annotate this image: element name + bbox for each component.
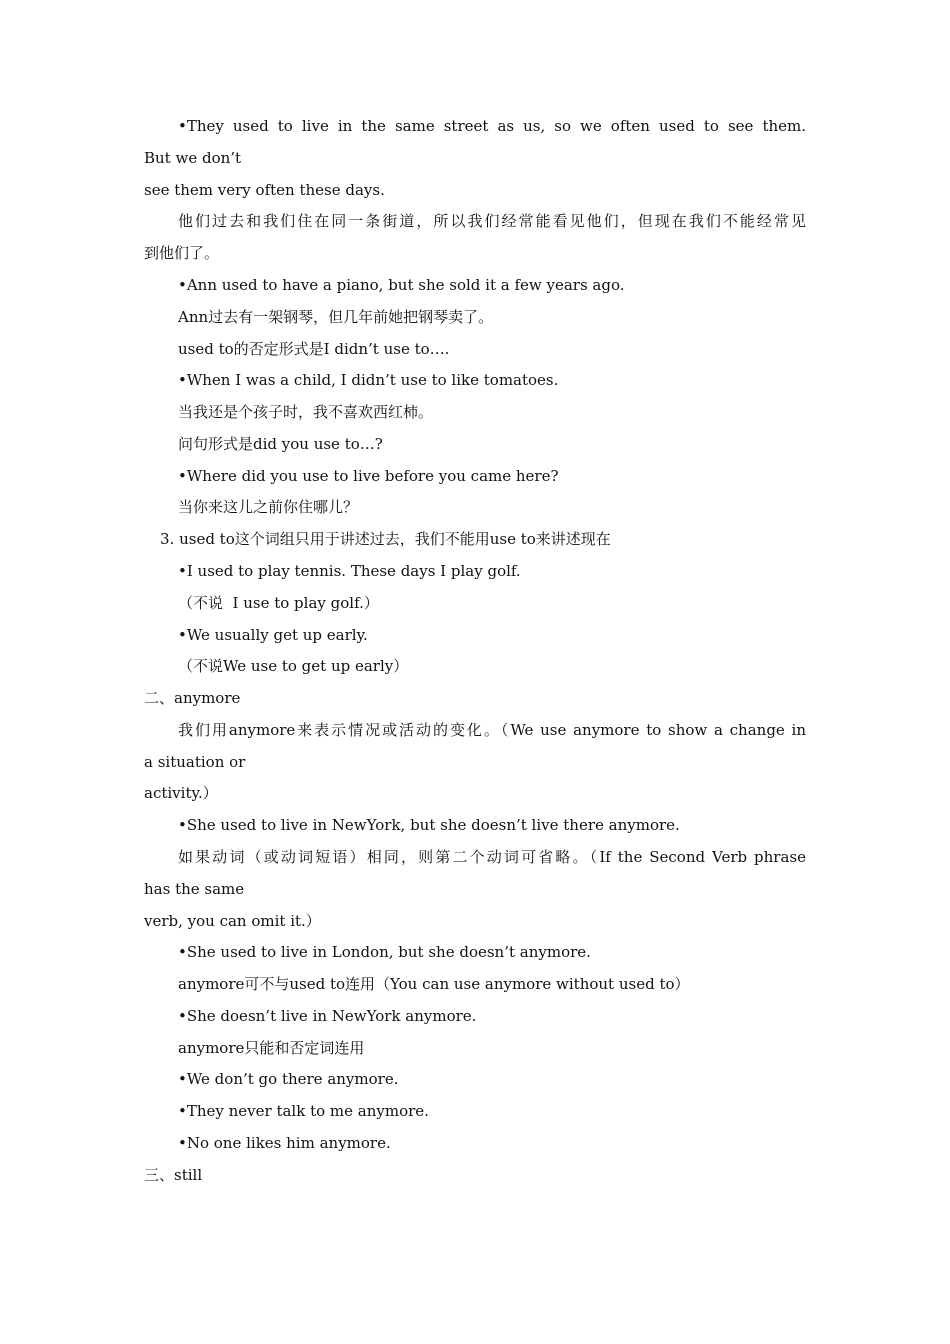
text-line: •No one likes him anymore. — [178, 1134, 391, 1152]
text-line: see them very often these days. — [144, 181, 385, 199]
text-line: 当我还是个孩子时，我不喜欢西红柿。 — [178, 403, 434, 421]
text-line: （不说 I use to play golf.） — [178, 594, 379, 612]
text-line: anymore只能和否定词连用 — [178, 1039, 365, 1057]
text-line: （不说We use to get up early） — [178, 657, 409, 675]
text-line: •We usually get up early. — [178, 626, 368, 644]
text-line: •Ann used to have a piano, but she sold it a few years ago. — [178, 276, 625, 294]
text-line: •She used to live in NewYork, but she doesn’t live there anymore. — [178, 816, 680, 834]
text-line: used to的否定形式是I didn’t use to…. — [178, 340, 450, 358]
text-line: 问句形式是did you use to…? — [178, 435, 383, 453]
numbered-point: 3. used to这个词组只用于讲述过去，我们不能用use to来讲述现在 — [160, 530, 611, 548]
text-line: verb, you can omit it.） — [144, 912, 321, 930]
text-line: But we don’t — [144, 149, 242, 167]
text-line: •They never talk to me anymore. — [178, 1102, 429, 1120]
text-line: 他们过去和我们住在同一条街道，所以我们经常能看见他们，但现在我们不能经常见 — [178, 212, 806, 230]
text-line: •She used to live in London, but she doesn’t anymore. — [178, 943, 591, 961]
section-heading: 二、anymore — [144, 689, 241, 707]
section-heading: 三、still — [144, 1166, 203, 1184]
text-line: •She doesn’t live in NewYork anymore. — [178, 1007, 477, 1025]
text-line: 我们用anymore来表示情况或活动的变化。（We use anymore to show a change in — [178, 721, 806, 739]
text-line: a situation or — [144, 753, 246, 771]
text-line: 如果动词（或动词短语）相同，则第二个动词可省略。（If the Second Verb phrase — [178, 848, 806, 866]
text-line: •I used to play tennis. These days I play golf. — [178, 562, 521, 580]
text-line: •When I was a child, I didn’t use to like tomatoes. — [178, 371, 559, 389]
text-line: anymore可不与used to连用（You can use anymore without used to） — [178, 975, 690, 993]
text-line: has the same — [144, 880, 245, 898]
text-line: •We don’t go there anymore. — [178, 1070, 399, 1088]
text-line: 当你来这儿之前你住哪儿？ — [178, 498, 359, 516]
text-line: 到他们了。 — [144, 244, 220, 262]
text-line: •They used to live in the same street as us, so we often used to see them. — [178, 117, 806, 135]
text-line: Ann过去有一架钢琴，但几年前她把钢琴卖了。 — [178, 308, 494, 326]
text-line: activity.） — [144, 784, 218, 802]
text-line: •Where did you use to live before you came here? — [178, 467, 559, 485]
